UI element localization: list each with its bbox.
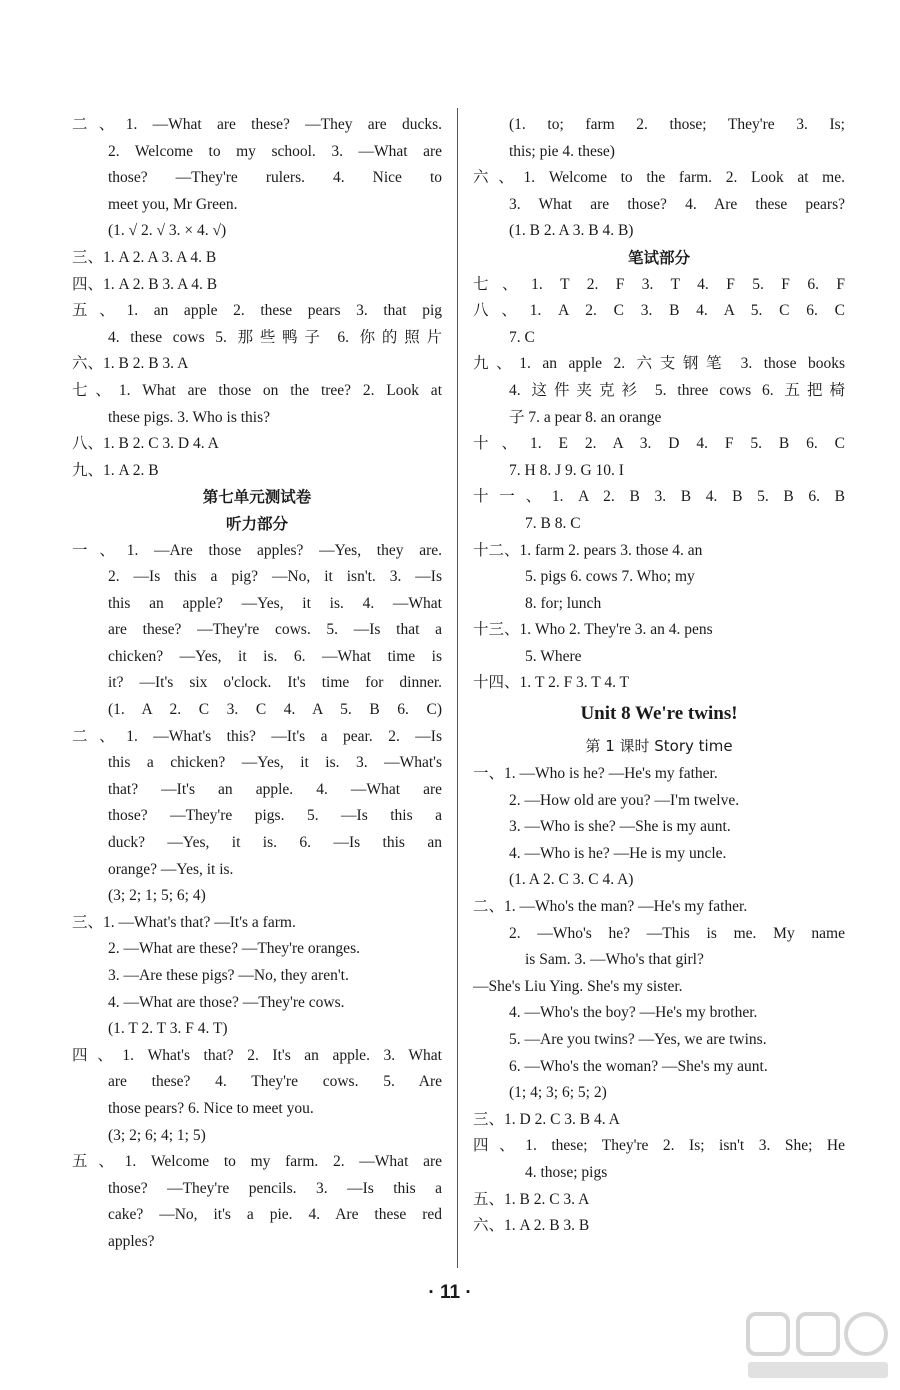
answer-line: 四、1. these; They're 2. Is; isn't 3. She; He [473,1137,845,1155]
answer-line: 8. for; lunch [525,594,602,612]
answer-line: 一、1. —Are those apples? —Yes, they are. [72,541,442,559]
right-column [473,112,845,1240]
answer-line: 2. Welcome to my school. 3. —What are [108,142,442,160]
answer-line: orange? —Yes, it is. [108,860,234,878]
answer-line: 2. —What are these? —They're oranges. [108,940,360,958]
answer-line: is Sam. 3. —Who's that girl? [525,951,704,969]
answer-line: 三、1. —What's that? —It's a farm. [72,913,296,931]
answer-line: 四、1. A 2. B 3. A 4. B [72,275,218,293]
answer-line: are these? 4. They're cows. 5. Are [108,1073,442,1091]
answer-line: —She's Liu Ying. She's my sister. [473,977,683,995]
answer-line: (1. T 2. T 3. F 4. T) [108,1020,228,1038]
answer-line: 五、1. an apple 2. these pears 3. that pig [72,302,442,320]
answer-line: 7. B 8. C [525,514,581,532]
answer-line: 四、1. What's that? 2. It's an apple. 3. What [72,1046,442,1064]
answer-line: 4. those; pigs [525,1163,608,1181]
watermark-logo-icon [744,1306,894,1384]
answer-line: 十一、1. A 2. B 3. B 4. B 5. B 6. B [473,488,845,506]
answer-line: 九、1. A 2. B [72,461,159,479]
answer-line: 二、1. —What's this? —It's a pear. 2. —Is [72,727,442,745]
answer-line: 3. —Are these pigs? —No, they aren't. [108,967,349,984]
unit-title: Unit 8 We're twins! [580,703,738,725]
answer-line: (1. A 2. C 3. C 4. A) [509,871,634,889]
listening-section-title: 听力部分 [225,514,288,533]
answer-line: this; pie 4. these) [509,142,615,160]
answer-line: 2. —How old are you? —I'm twelve. [509,791,740,809]
answer-line: (1. √ 2. √ 3. × 4. √) [108,222,227,240]
answer-line: 2. —Is this a pig? —No, it isn't. 3. —Is [108,568,442,586]
written-section-title: 笔试部分 [627,248,690,267]
answer-line: 六、1. Welcome to the farm. 2. Look at me. [473,169,845,187]
answer-line: 八、1. A 2. C 3. B 4. A 5. C 6. C [473,302,845,320]
answer-line: (1. to; farm 2. those; They're 3. Is; [509,116,845,133]
answer-line: this an apple? —Yes, it is. 4. —What [108,594,442,612]
answer-line: 五、1. B 2. C 3. A [473,1190,590,1208]
answer-line: 十四、1. T 2. F 3. T 4. T [473,674,630,692]
answer-line: 五、1. Welcome to my farm. 2. —What are [72,1153,442,1171]
answer-line: (1. A 2. C 3. C 4. A 5. B 6. C) [108,701,442,719]
answer-line: it? —It's six o'clock. It's time for dinner. [108,674,442,692]
answer-line: those? —They're pigs. 5. —Is this a [108,807,442,825]
answer-line: 3. What are those? 4. Are these pears? [509,195,845,213]
answer-line: 4. these cows 5. 那些鸭子 6. 你的照片 [108,328,442,346]
answer-line: 二、1. —What are these? —They are ducks. [72,116,442,133]
answer-line: 十、1. E 2. A 3. D 4. F 5. B 6. C [473,435,845,453]
answer-line: meet you, Mr Green. [108,195,238,213]
left-column [72,112,442,1256]
answer-line: 六、1. A 2. B 3. B [473,1217,590,1235]
answer-line: duck? —Yes, it is. 6. —Is this an [108,834,442,852]
answer-line: (1; 4; 3; 6; 5; 2) [509,1084,607,1102]
answer-line: 6. —Who's the woman? —She's my aunt. [509,1057,768,1075]
answer-line: 5. Where [525,647,582,665]
lesson-title: 第 1 课时 Story time [585,737,733,756]
answer-line: 八、1. B 2. C 3. D 4. A [72,435,219,453]
answer-line: chicken? —Yes, it is. 6. —What time is [108,647,442,665]
answer-line: this a chicken? —Yes, it is. 3. —What's [108,754,442,772]
answer-line: (3; 2; 1; 5; 6; 4) [108,887,206,905]
answer-line: 5. —Are you twins? —Yes, we are twins. [509,1031,767,1048]
answer-line: 5. pigs 6. cows 7. Who; my [525,568,695,586]
answer-line: 七、1. T 2. F 3. T 4. F 5. F 6. F [473,275,845,293]
answer-line: 4. —What are those? —They're cows. [108,993,345,1011]
answer-line: (1. B 2. A 3. B 4. B) [509,222,634,240]
answer-line: 三、1. D 2. C 3. B 4. A [473,1110,620,1128]
answer-line: 4. —Who's the boy? —He's my brother. [509,1004,758,1022]
answer-line: 六、1. B 2. B 3. A [72,355,189,373]
answer-line: 7. C [509,328,535,346]
answer-line: apples? [108,1232,155,1250]
answer-line: those? —They're pencils. 3. —Is this a [108,1179,442,1197]
answer-line: 九、1. an apple 2. 六支钢笔 3. those books [473,355,845,373]
answer-line: 4. 这件夹克衫 5. three cows 6. 五把椅 [509,381,845,399]
answer-line: 子 7. a pear 8. an orange [509,408,662,426]
answer-line: 4. —Who is he? —He is my uncle. [509,844,727,862]
page-number: · 11 · [428,1282,472,1303]
answer-line: (3; 2; 6; 4; 1; 5) [108,1126,206,1144]
answer-line: 3. —Who is she? —She is my aunt. [509,818,731,836]
answer-line: 三、1. A 2. A 3. A 4. B [72,248,217,266]
answer-line: those? —They're rulers. 4. Nice to [108,169,442,187]
answer-line: 7. H 8. J 9. G 10. I [509,461,624,479]
answer-line: are these? —They're cows. 5. —Is that a [108,621,442,639]
answer-line: 七、1. What are those on the tree? 2. Look at [72,381,442,399]
answer-line: that? —It's an apple. 4. —What are [108,780,442,798]
answer-line: 2. —Who's he? —This is me. My name [509,924,845,942]
answer-line: 十二、1. farm 2. pears 3. those 4. an [473,541,703,559]
answer-line: 一、1. —Who is he? —He's my father. [473,765,718,783]
test-title: 第七单元测试卷 [202,488,312,507]
answer-line: these pigs. 3. Who is this? [108,408,271,426]
answer-line: those pears? 6. Nice to meet you. [108,1099,314,1117]
column-divider [457,108,458,1268]
answer-line: 十三、1. Who 2. They're 3. an 4. pens [473,621,713,639]
answer-line: 二、1. —Who's the man? —He's my father. [473,898,748,916]
answer-line: cake? —No, it's a pie. 4. Are these red [108,1206,442,1224]
